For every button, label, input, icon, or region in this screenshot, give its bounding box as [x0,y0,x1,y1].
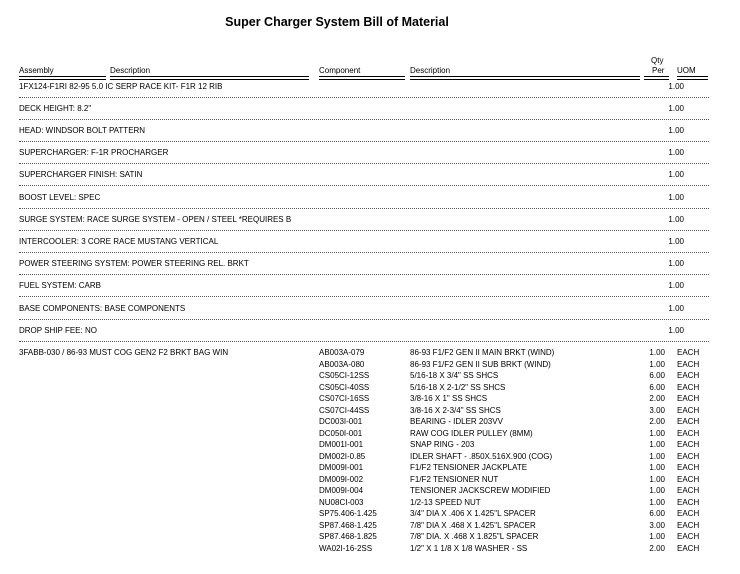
option-text: HEAD: WINDSOR BOLT PATTERN [19,126,146,135]
header-underline [644,76,669,77]
row-divider [19,230,709,231]
row-divider [19,141,709,142]
header-per: Per [652,66,665,75]
option-text: FUEL SYSTEM: CARB [19,281,101,290]
component-code: DM001I-001 [319,440,364,449]
component-qty: 2.00 [649,394,665,403]
row-divider [19,252,709,253]
component-uom: EACH [677,440,700,449]
header-component-description: Description [410,66,451,75]
option-qty: 1.00 [668,170,684,179]
row-divider [19,274,709,275]
component-code: CS07CI-16SS [319,394,370,403]
component-code: WA02I-16-2SS [319,543,373,553]
component-description: 5/16-18 X 3/4" SS SHCS [410,371,499,380]
component-qty: 1.00 [649,486,665,495]
component-uom: EACH [677,474,700,484]
header-underline [19,76,106,77]
option-text: BOOST LEVEL: SPEC [19,193,101,202]
component-code: DM009I-001 [319,463,364,472]
component-qty: 3.00 [649,520,665,530]
component-code: CS07CI-44SS [319,405,370,415]
component-description: 1/2" X 1 1/8 X 1/8 WASHER - SS [410,543,528,553]
component-description: 3/4" DIA X .406 X 1.425"L SPACER [410,509,536,518]
component-qty: 1.00 [649,451,665,461]
component-description: 5/16-18 X 2-1/2" SS SHCS [410,382,506,392]
component-qty: 1.00 [649,440,665,449]
component-code: SP87.468-1.825 [319,532,377,541]
component-qty: 3.00 [649,405,665,415]
component-uom: EACH [677,428,700,438]
component-uom: EACH [677,532,700,541]
report-title: Super Charger System Bill of Material [225,15,449,29]
component-uom: EACH [677,348,700,357]
option-qty: 1.00 [668,281,684,290]
component-qty: 2.00 [649,543,665,553]
component-qty: 1.00 [649,497,665,507]
component-description: 7/8" DIA. X .468 X 1.825"L SPACER [410,532,539,541]
component-description: SNAP RING - 203 [410,440,475,449]
component-code: CS05CI-12SS [319,371,370,380]
option-text: SUPERCHARGER FINISH: SATIN [19,170,143,179]
option-text: POWER STEERING SYSTEM: POWER STEERING REL. BRKT [19,259,249,268]
option-qty: 1.00 [668,259,684,268]
component-uom: EACH [677,463,700,472]
option-text: BASE COMPONENTS: BASE COMPONENTS [19,304,186,313]
component-uom: EACH [677,417,700,426]
row-divider [19,163,709,164]
row-divider [19,341,709,342]
component-code: SP87.468-1.425 [319,520,377,530]
component-description: 86-93 F1/F2 GEN II MAIN BRKT (WIND) [410,348,555,357]
component-description: F1/F2 TENSIONER JACKPLATE [410,463,528,472]
component-qty: 2.00 [649,417,665,426]
header-underline [410,76,640,77]
option-qty: 1.00 [668,126,684,135]
component-qty: 1.00 [649,359,665,369]
option-text: DECK HEIGHT: 8.2" [19,104,92,113]
component-qty: 1.00 [649,532,665,541]
assembly-name: 3FABB-030 / 86-93 MUST COG GEN2 F2 BRKT BAG WIN [19,348,229,357]
component-uom: EACH [677,520,700,530]
row-divider [19,319,709,320]
option-qty: 1.00 [668,215,684,224]
component-qty: 6.00 [649,371,665,380]
component-code: AB003A-079 [319,348,365,357]
component-code: DM009I-004 [319,486,364,495]
component-description: RAW COG IDLER PULLEY (8MM) [410,428,533,438]
component-uom: EACH [677,371,700,380]
option-qty: 1.00 [668,148,684,157]
component-qty: 1.00 [649,474,665,484]
row-divider [19,208,709,209]
header-description: Description [110,66,151,75]
component-uom: EACH [677,405,700,415]
component-description: TENSIONER JACKSCREW MODIFIED [410,486,551,495]
header-component: Component [319,66,361,75]
component-code: SP75.406-1.425 [319,509,377,518]
component-qty: 6.00 [649,382,665,392]
component-qty: 1.00 [649,463,665,472]
option-text: SUPERCHARGER: F-1R PROCHARGER [19,148,169,157]
component-code: DC050I-001 [319,428,363,438]
component-description: BEARING - IDLER 203VV [410,417,503,426]
component-code: AB003A-080 [319,359,365,369]
component-code: CS05CI-40SS [319,382,370,392]
option-text: INTERCOOLER: 3 CORE RACE MUSTANG VERTICAL [19,237,219,246]
row-divider [19,97,709,98]
row-divider [19,185,709,186]
component-uom: EACH [677,451,700,461]
component-qty: 1.00 [649,348,665,357]
component-uom: EACH [677,394,700,403]
option-qty: 1.00 [668,193,684,202]
header-uom: UOM [677,66,696,75]
option-qty: 1.00 [668,104,684,113]
component-description: 3/8-16 X 2-3/4" SS SHCS [410,405,501,415]
header-qty: Qty [651,56,664,65]
option-text: DROP SHIP FEE: NO [19,326,97,335]
header-underline [319,76,405,77]
component-uom: EACH [677,543,700,553]
component-qty: 1.00 [649,428,665,438]
component-uom: EACH [677,509,700,518]
component-code: DM009I-002 [319,474,364,484]
component-qty: 6.00 [649,509,665,518]
row-divider [19,119,709,120]
option-text: 1FX124-F1RI 82-95 5.0 IC SERP RACE KIT- F1R 12 RIB [19,82,223,91]
option-qty: 1.00 [668,237,684,246]
component-description: 86-93 F1/F2 GEN II SUB BRKT (WIND) [410,359,551,369]
component-code: NU08CI-003 [319,497,364,507]
header-underline [110,76,309,77]
component-uom: EACH [677,359,700,369]
component-uom: EACH [677,382,700,392]
header-underline [677,76,708,77]
option-text: SURGE SYSTEM: RACE SURGE SYSTEM - OPEN / STEEL *REQUIRES B [19,215,292,224]
component-description: IDLER SHAFT - .850X.516X.900 (COG) [410,451,553,461]
component-description: 3/8-16 X 1" SS SHCS [410,394,488,403]
option-qty: 1.00 [668,304,684,313]
component-description: 7/8" DIA X .468 X 1.425"L SPACER [410,520,536,530]
option-qty: 1.00 [668,326,684,335]
component-uom: EACH [677,486,700,495]
component-uom: EACH [677,497,700,507]
row-divider [19,296,709,297]
component-code: DC003I-001 [319,417,363,426]
header-assembly: Assembly [19,66,54,75]
component-code: DM002I-0.85 [319,451,366,461]
component-description: 1/2-13 SPEED NUT [410,497,481,507]
option-qty: 1.00 [668,82,684,91]
component-description: F1/F2 TENSIONER NUT [410,474,499,484]
